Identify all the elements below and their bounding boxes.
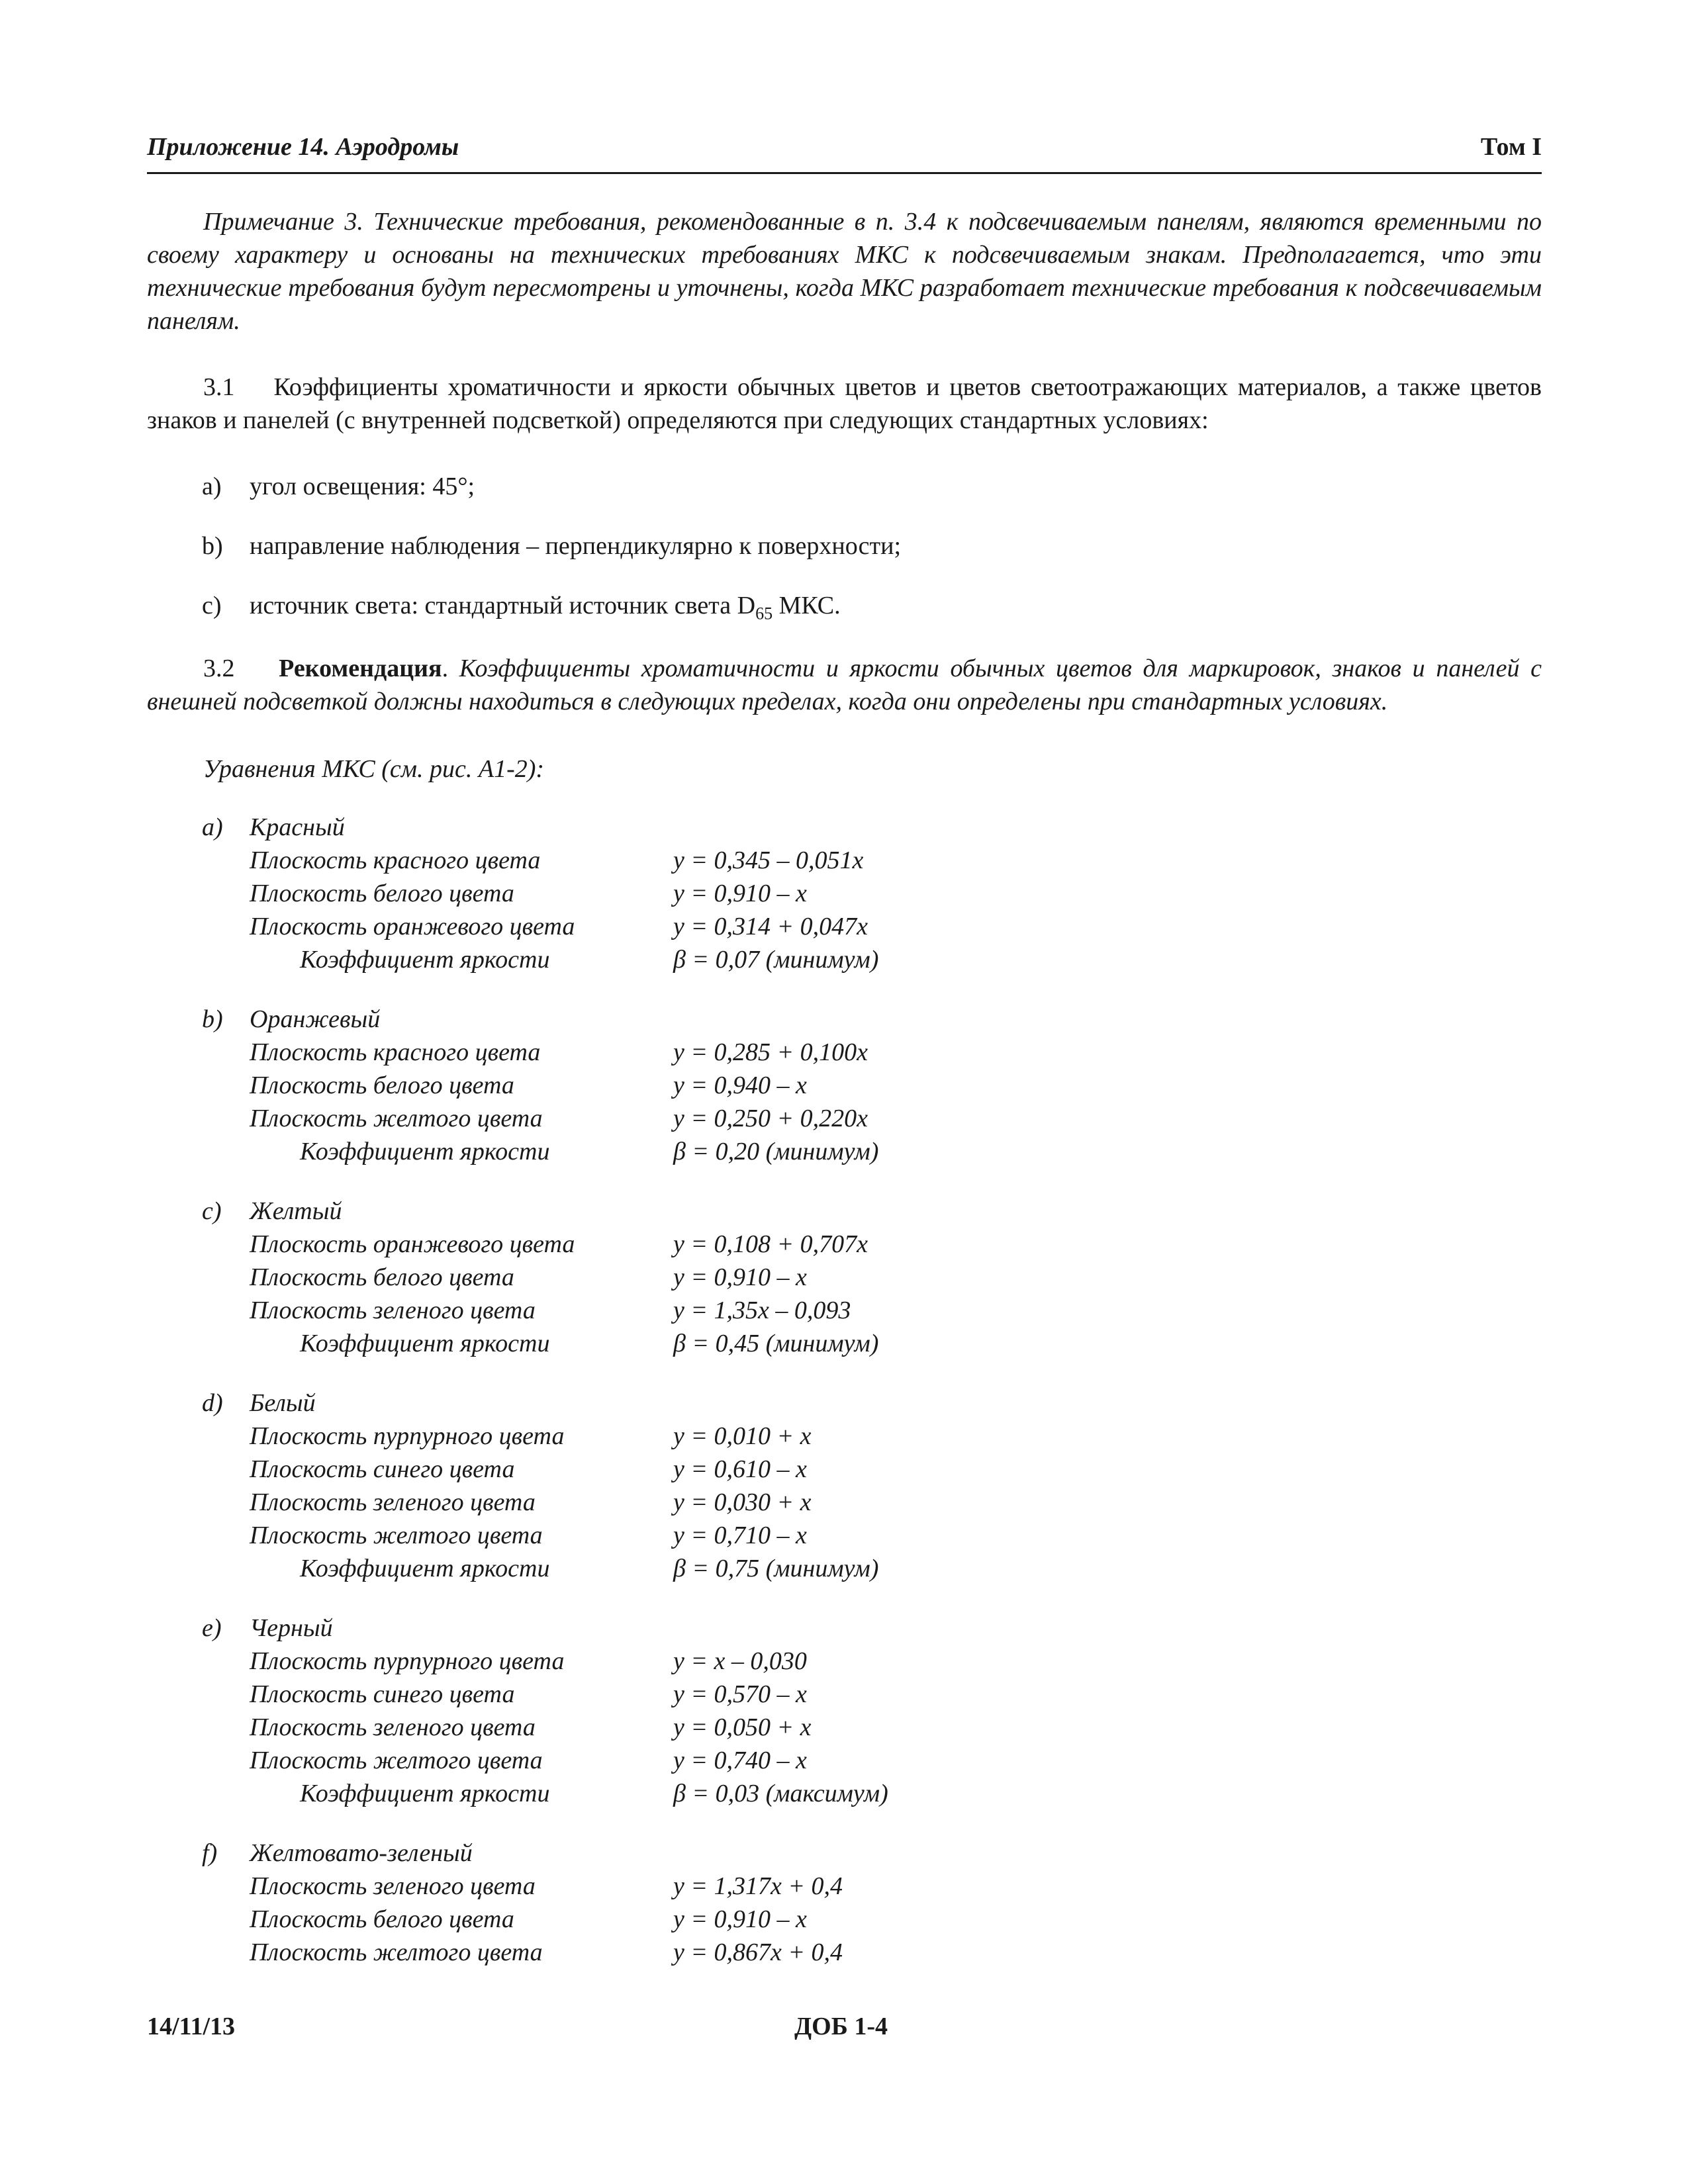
luminance-label: Коэффициент яркости bbox=[300, 1780, 550, 1807]
plane-label: Плоскость желтого цвета bbox=[250, 1747, 543, 1774]
equation-row bbox=[202, 1228, 1195, 1261]
equation: y = 0,710 – x bbox=[673, 1522, 807, 1549]
color-group-heading bbox=[202, 811, 1195, 844]
equation-row bbox=[202, 1678, 1195, 1711]
plane-label: Плоскость пурпурного цвета bbox=[250, 1647, 565, 1675]
condition-text: источник света: стандартный источник света D bbox=[250, 592, 756, 619]
luminance-value: β = 0,20 (минимум) bbox=[673, 1138, 879, 1165]
plane-label: Плоскость синего цвета bbox=[250, 1455, 515, 1483]
color-group-letter: e) bbox=[202, 1614, 222, 1642]
equation-row bbox=[202, 1294, 1195, 1327]
equation: y = 0,050 + x bbox=[673, 1713, 812, 1741]
recommendation-label: Рекомендация bbox=[279, 655, 442, 682]
luminance-row bbox=[202, 1135, 1195, 1168]
equation: y = 0,250 + 0,220x bbox=[673, 1105, 868, 1132]
equation-row bbox=[202, 1711, 1195, 1744]
condition-label: c) bbox=[202, 592, 222, 619]
color-group bbox=[202, 1003, 1195, 1168]
plane-label: Плоскость белого цвета bbox=[250, 1071, 514, 1099]
color-group bbox=[202, 811, 1195, 976]
color-group-heading bbox=[202, 1837, 1195, 1870]
color-group-name: Белый bbox=[250, 1389, 316, 1417]
plane-label: Плоскость синего цвета bbox=[250, 1680, 515, 1708]
condition-subscript: 65 bbox=[755, 604, 773, 623]
header-title: Приложение 14. Аэродромы bbox=[147, 133, 459, 161]
equation: y = 1,317x + 0,4 bbox=[673, 1872, 843, 1900]
paragraph-3-2: 3.2 Рекомендация. Коэффициенты хроматичности и яркости обычных цветов для маркировок, знаков и панелей с внешней подсветкой должны находиться в следующих пределах, когда они определены при стандартных условиях. bbox=[147, 655, 1542, 715]
plane-label: Плоскость белого цвета bbox=[250, 1263, 514, 1291]
condition-text-end: МКС. bbox=[773, 592, 841, 619]
equation: y = 0,285 + 0,100x bbox=[673, 1038, 868, 1066]
equation-row bbox=[202, 877, 1195, 910]
color-group-heading bbox=[202, 1003, 1195, 1036]
equation: y = 0,010 + x bbox=[673, 1422, 812, 1450]
note-paragraph: Примечание 3. Технические требования, рекомендованные в п. 3.4 к подсвечиваемым панелям, являются временными по своему характеру и основаны на технических требованиях МКС к подсвечиваемым знакам. Предполагается, что эти технические требования будут пересмотрены и уточнены, когда МКС разработает технические требования к подсвечиваемым панелям. bbox=[147, 208, 1542, 335]
page-header bbox=[147, 132, 1542, 174]
equation: y = 0,740 – x bbox=[673, 1747, 807, 1774]
color-group-heading bbox=[202, 1612, 1195, 1645]
equation: y = 0,910 – x bbox=[673, 1905, 807, 1933]
plane-label: Плоскость белого цвета bbox=[250, 880, 514, 907]
plane-label: Плоскость зеленого цвета bbox=[250, 1297, 536, 1324]
color-group-heading bbox=[202, 1387, 1195, 1420]
plane-label: Плоскость красного цвета bbox=[250, 846, 541, 874]
equation: y = 0,910 – x bbox=[673, 880, 807, 907]
condition-label: b) bbox=[202, 532, 223, 560]
luminance-value: β = 0,07 (минимум) bbox=[673, 946, 879, 974]
equation-row bbox=[202, 844, 1195, 877]
color-group-letter: f) bbox=[202, 1839, 218, 1867]
color-group-letter: d) bbox=[202, 1389, 223, 1417]
plane-label: Плоскость пурпурного цвета bbox=[250, 1422, 565, 1450]
color-group bbox=[202, 1612, 1195, 1810]
luminance-row bbox=[202, 1777, 1195, 1810]
equation-row bbox=[202, 1870, 1195, 1903]
paragraph-number: 3.1 bbox=[203, 373, 235, 401]
header-volume: Том I bbox=[1480, 133, 1542, 161]
color-group-letter: c) bbox=[202, 1197, 222, 1225]
luminance-row bbox=[202, 943, 1195, 976]
color-group-name: Оранжевый bbox=[250, 1005, 381, 1033]
equation: y = 0,940 – x bbox=[673, 1071, 807, 1099]
plane-label: Плоскость желтого цвета bbox=[250, 1105, 543, 1132]
condition-label: a) bbox=[202, 473, 222, 500]
equation-row bbox=[202, 1744, 1195, 1777]
equation: y = 0,910 – x bbox=[673, 1263, 807, 1291]
plane-label: Плоскость желтого цвета bbox=[250, 1522, 543, 1549]
equation: y = 0,610 – x bbox=[673, 1455, 807, 1483]
luminance-label: Коэффициент яркости bbox=[300, 946, 550, 974]
condition-text: направление наблюдения – перпендикулярно к поверхности; bbox=[250, 532, 902, 560]
color-group bbox=[202, 1837, 1195, 1969]
paragraph-3-1 bbox=[147, 371, 1542, 437]
equation: y = 0,314 + 0,047x bbox=[673, 913, 868, 940]
equation-row bbox=[202, 1645, 1195, 1678]
equation-row bbox=[202, 1486, 1195, 1519]
equation-row bbox=[202, 910, 1195, 943]
equation-row bbox=[202, 1069, 1195, 1102]
equation-row bbox=[202, 1036, 1195, 1069]
color-group-name: Желтовато-зеленый bbox=[250, 1839, 473, 1867]
plane-label: Плоскость оранжевого цвета bbox=[250, 913, 575, 940]
luminance-label: Коэффициент яркости bbox=[300, 1555, 550, 1582]
paragraph-text: Коэффициенты хроматичности и яркости обычных цветов для маркировок, знаков и панелей с внешней подсветкой должны находиться в следующих пределах, когда они определены при стандартных условиях. bbox=[147, 655, 1542, 715]
equation: y = 0,108 + 0,707x bbox=[673, 1230, 868, 1258]
color-group-letter: a) bbox=[202, 813, 223, 841]
color-group-heading bbox=[202, 1195, 1195, 1228]
plane-label: Плоскость красного цвета bbox=[250, 1038, 541, 1066]
luminance-value: β = 0,45 (минимум) bbox=[673, 1330, 879, 1357]
color-group-letter: b) bbox=[202, 1005, 223, 1033]
footer-date: 14/11/13 bbox=[147, 2013, 236, 2040]
color-group-name: Красный bbox=[250, 813, 345, 841]
color-group bbox=[202, 1387, 1195, 1585]
color-group bbox=[202, 1195, 1195, 1360]
paragraph-number: 3.2 bbox=[203, 655, 235, 682]
equation: y = x – 0,030 bbox=[673, 1647, 807, 1675]
paragraph-text: Коэффициенты хроматичности и яркости обычных цветов и цветов светоотражающих материалов, а также цветов знаков и панелей (с внутренней подсветкой) определяются при следующих стандартных условиях: bbox=[147, 373, 1542, 434]
equation-row bbox=[202, 1903, 1195, 1936]
equation: y = 0,570 – x bbox=[673, 1680, 807, 1708]
color-group-name: Черный bbox=[250, 1614, 333, 1642]
equation-row bbox=[202, 1519, 1195, 1552]
luminance-value: β = 0,03 (максимум) bbox=[673, 1780, 888, 1807]
luminance-value: β = 0,75 (минимум) bbox=[673, 1555, 879, 1582]
luminance-row bbox=[202, 1327, 1195, 1360]
equations-title: Уравнения МКС (см. рис. А1-2): bbox=[203, 755, 545, 783]
luminance-label: Коэффициент яркости bbox=[300, 1330, 550, 1357]
plane-label: Плоскость зеленого цвета bbox=[250, 1713, 536, 1741]
plane-label: Плоскость желтого цвета bbox=[250, 1938, 543, 1966]
plane-label: Плоскость зеленого цвета bbox=[250, 1488, 536, 1516]
condition-item bbox=[202, 589, 841, 622]
luminance-label: Коэффициент яркости bbox=[300, 1138, 550, 1165]
luminance-row bbox=[202, 1552, 1195, 1585]
footer-page-number: ДОБ 1-4 bbox=[794, 2013, 888, 2040]
condition-text: угол освещения: 45°; bbox=[250, 473, 475, 500]
equation: y = 1,35x – 0,093 bbox=[673, 1297, 851, 1324]
equation-row bbox=[202, 1261, 1195, 1294]
equation-row bbox=[202, 1453, 1195, 1486]
equation: y = 0,345 – 0,051x bbox=[673, 846, 864, 874]
plane-label: Плоскость белого цвета bbox=[250, 1905, 514, 1933]
color-group-name: Желтый bbox=[250, 1197, 342, 1225]
equation: y = 0,867x + 0,4 bbox=[673, 1938, 843, 1966]
plane-label: Плоскость оранжевого цвета bbox=[250, 1230, 575, 1258]
condition-item bbox=[202, 529, 901, 563]
equation: y = 0,030 + x bbox=[673, 1488, 812, 1516]
condition-item bbox=[202, 470, 475, 503]
equation-row bbox=[202, 1420, 1195, 1453]
equation-row bbox=[202, 1936, 1195, 1969]
plane-label: Плоскость зеленого цвета bbox=[250, 1872, 536, 1900]
equation-row bbox=[202, 1102, 1195, 1135]
